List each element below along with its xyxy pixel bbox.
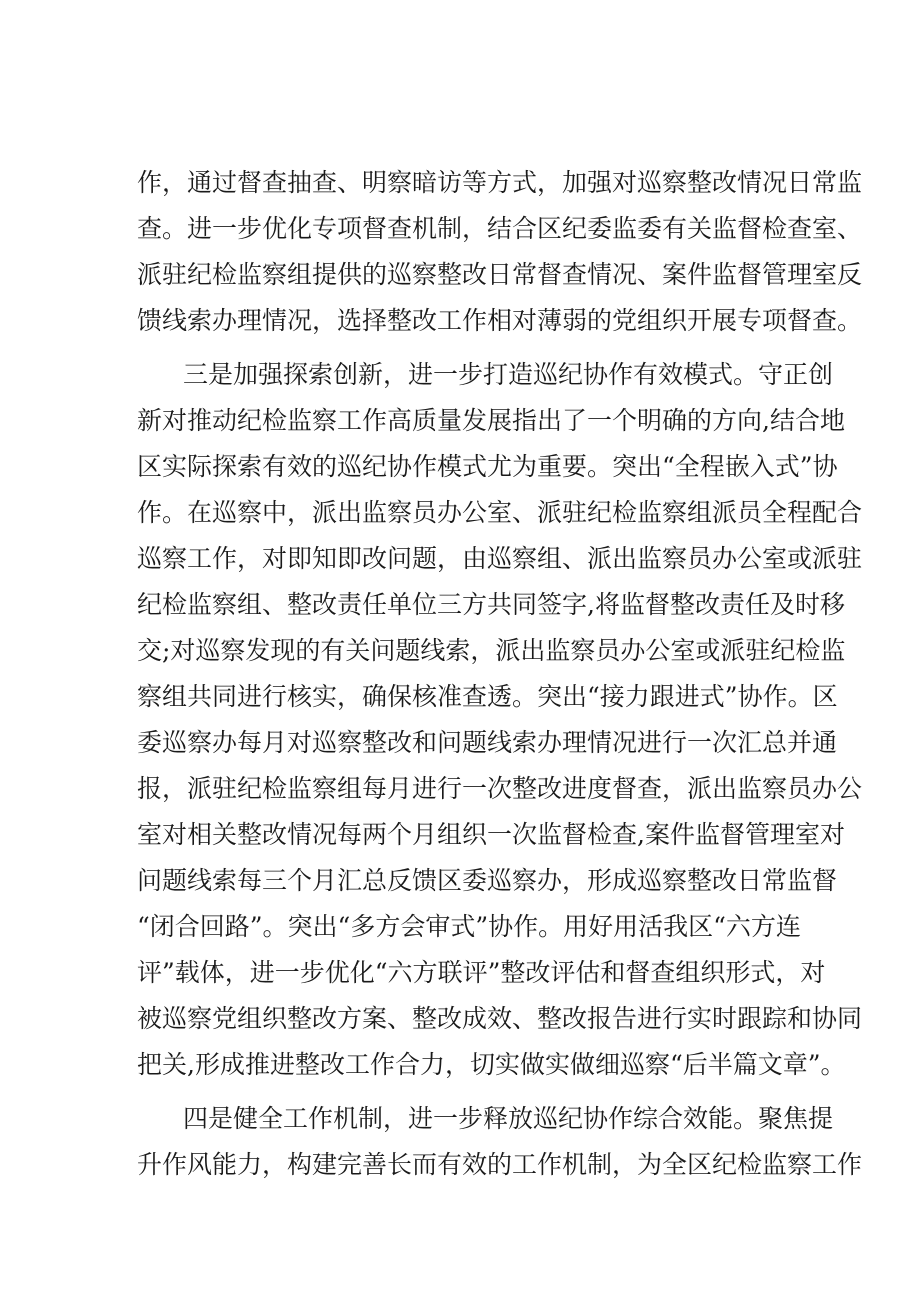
paragraph-1-line-4: 馈线索办理情况，选择整改工作相对薄弱的党组织开展专项督查。: [137, 306, 863, 335]
paragraph-2-line-9: 委巡察办每月对巡察整改和问题线索办理情况进行一次汇总并通: [137, 728, 838, 757]
paragraph-2-line-12: 问题线索每三个月汇总反馈区委巡察办，形成巡察整改日常监督: [137, 866, 838, 895]
paragraph-2-line-11: 室对相关整改情况每两个月组织一次监督检查,案件监督管理室对: [137, 820, 845, 849]
paragraph-2-line-15: 被巡察党组织整改方案、整改成效、整改报告进行实时跟踪和协同: [137, 1004, 863, 1033]
paragraph-2-line-4: 作。在巡察中，派出监察员办公室、派驻纪检监察组派员全程配合: [137, 498, 863, 527]
paragraph-3-line-2: 升作风能力，构建完善长而有效的工作机制，为全区纪检监察工作: [137, 1150, 863, 1179]
paragraph-2-line-14: 评”载体，进一步优化“六方联评”整改评估和督查组织形式，对: [137, 958, 826, 987]
paragraph-2-line-6: 纪检监察组、整改责任单位三方共同签字,将监督整改责任及时移: [137, 590, 845, 619]
paragraph-2-line-2: 新对推动纪检监察工作高质量发展指出了一个明确的方向,结合地: [137, 406, 845, 435]
paragraph-1-line-1: 作，通过督查抽查、明察暗访等方式，加强对巡察整改情况日常监: [137, 168, 863, 197]
paragraph-2-line-16: 把关,形成推进整改工作合力，切实做实做细巡察“后半篇文章”。: [137, 1050, 846, 1079]
paragraph-2-line-5: 巡察工作，对即知即改问题，由巡察组、派出监察员办公室或派驻: [137, 544, 863, 573]
paragraph-3-line-1: 四是健全工作机制，进一步释放巡纪协作综合效能。聚焦提: [183, 1104, 834, 1133]
paragraph-2-line-8: 察组共同进行核实，确保核准查透。突出“接力跟进式”协作。区: [137, 682, 838, 711]
paragraph-1-line-3: 派驻纪检监察组提供的巡察整改日常督查情况、案件监督管理室反: [137, 260, 863, 289]
paragraph-2-line-10: 报，派驻纪检监察组每月进行一次整改进度督查，派出监察员办公: [137, 774, 863, 803]
paragraph-1-line-2: 查。进一步优化专项督查机制，结合区纪委监委有关监督检查室、: [137, 214, 863, 243]
paragraph-2-line-3: 区实际探索有效的巡纪协作模式尤为重要。突出“全程嵌入式”协: [137, 452, 838, 481]
paragraph-2-line-7: 交;对巡察发现的有关问题线索，派出监察员办公室或派驻纪检监: [137, 636, 846, 665]
paragraph-2-line-13: “闭合回路”。突出“多方会审式”协作。用好用活我区“六方连: [137, 912, 801, 941]
paragraph-2-line-1: 三是加强探索创新，进一步打造巡纪协作有效模式。守正创: [183, 360, 834, 389]
